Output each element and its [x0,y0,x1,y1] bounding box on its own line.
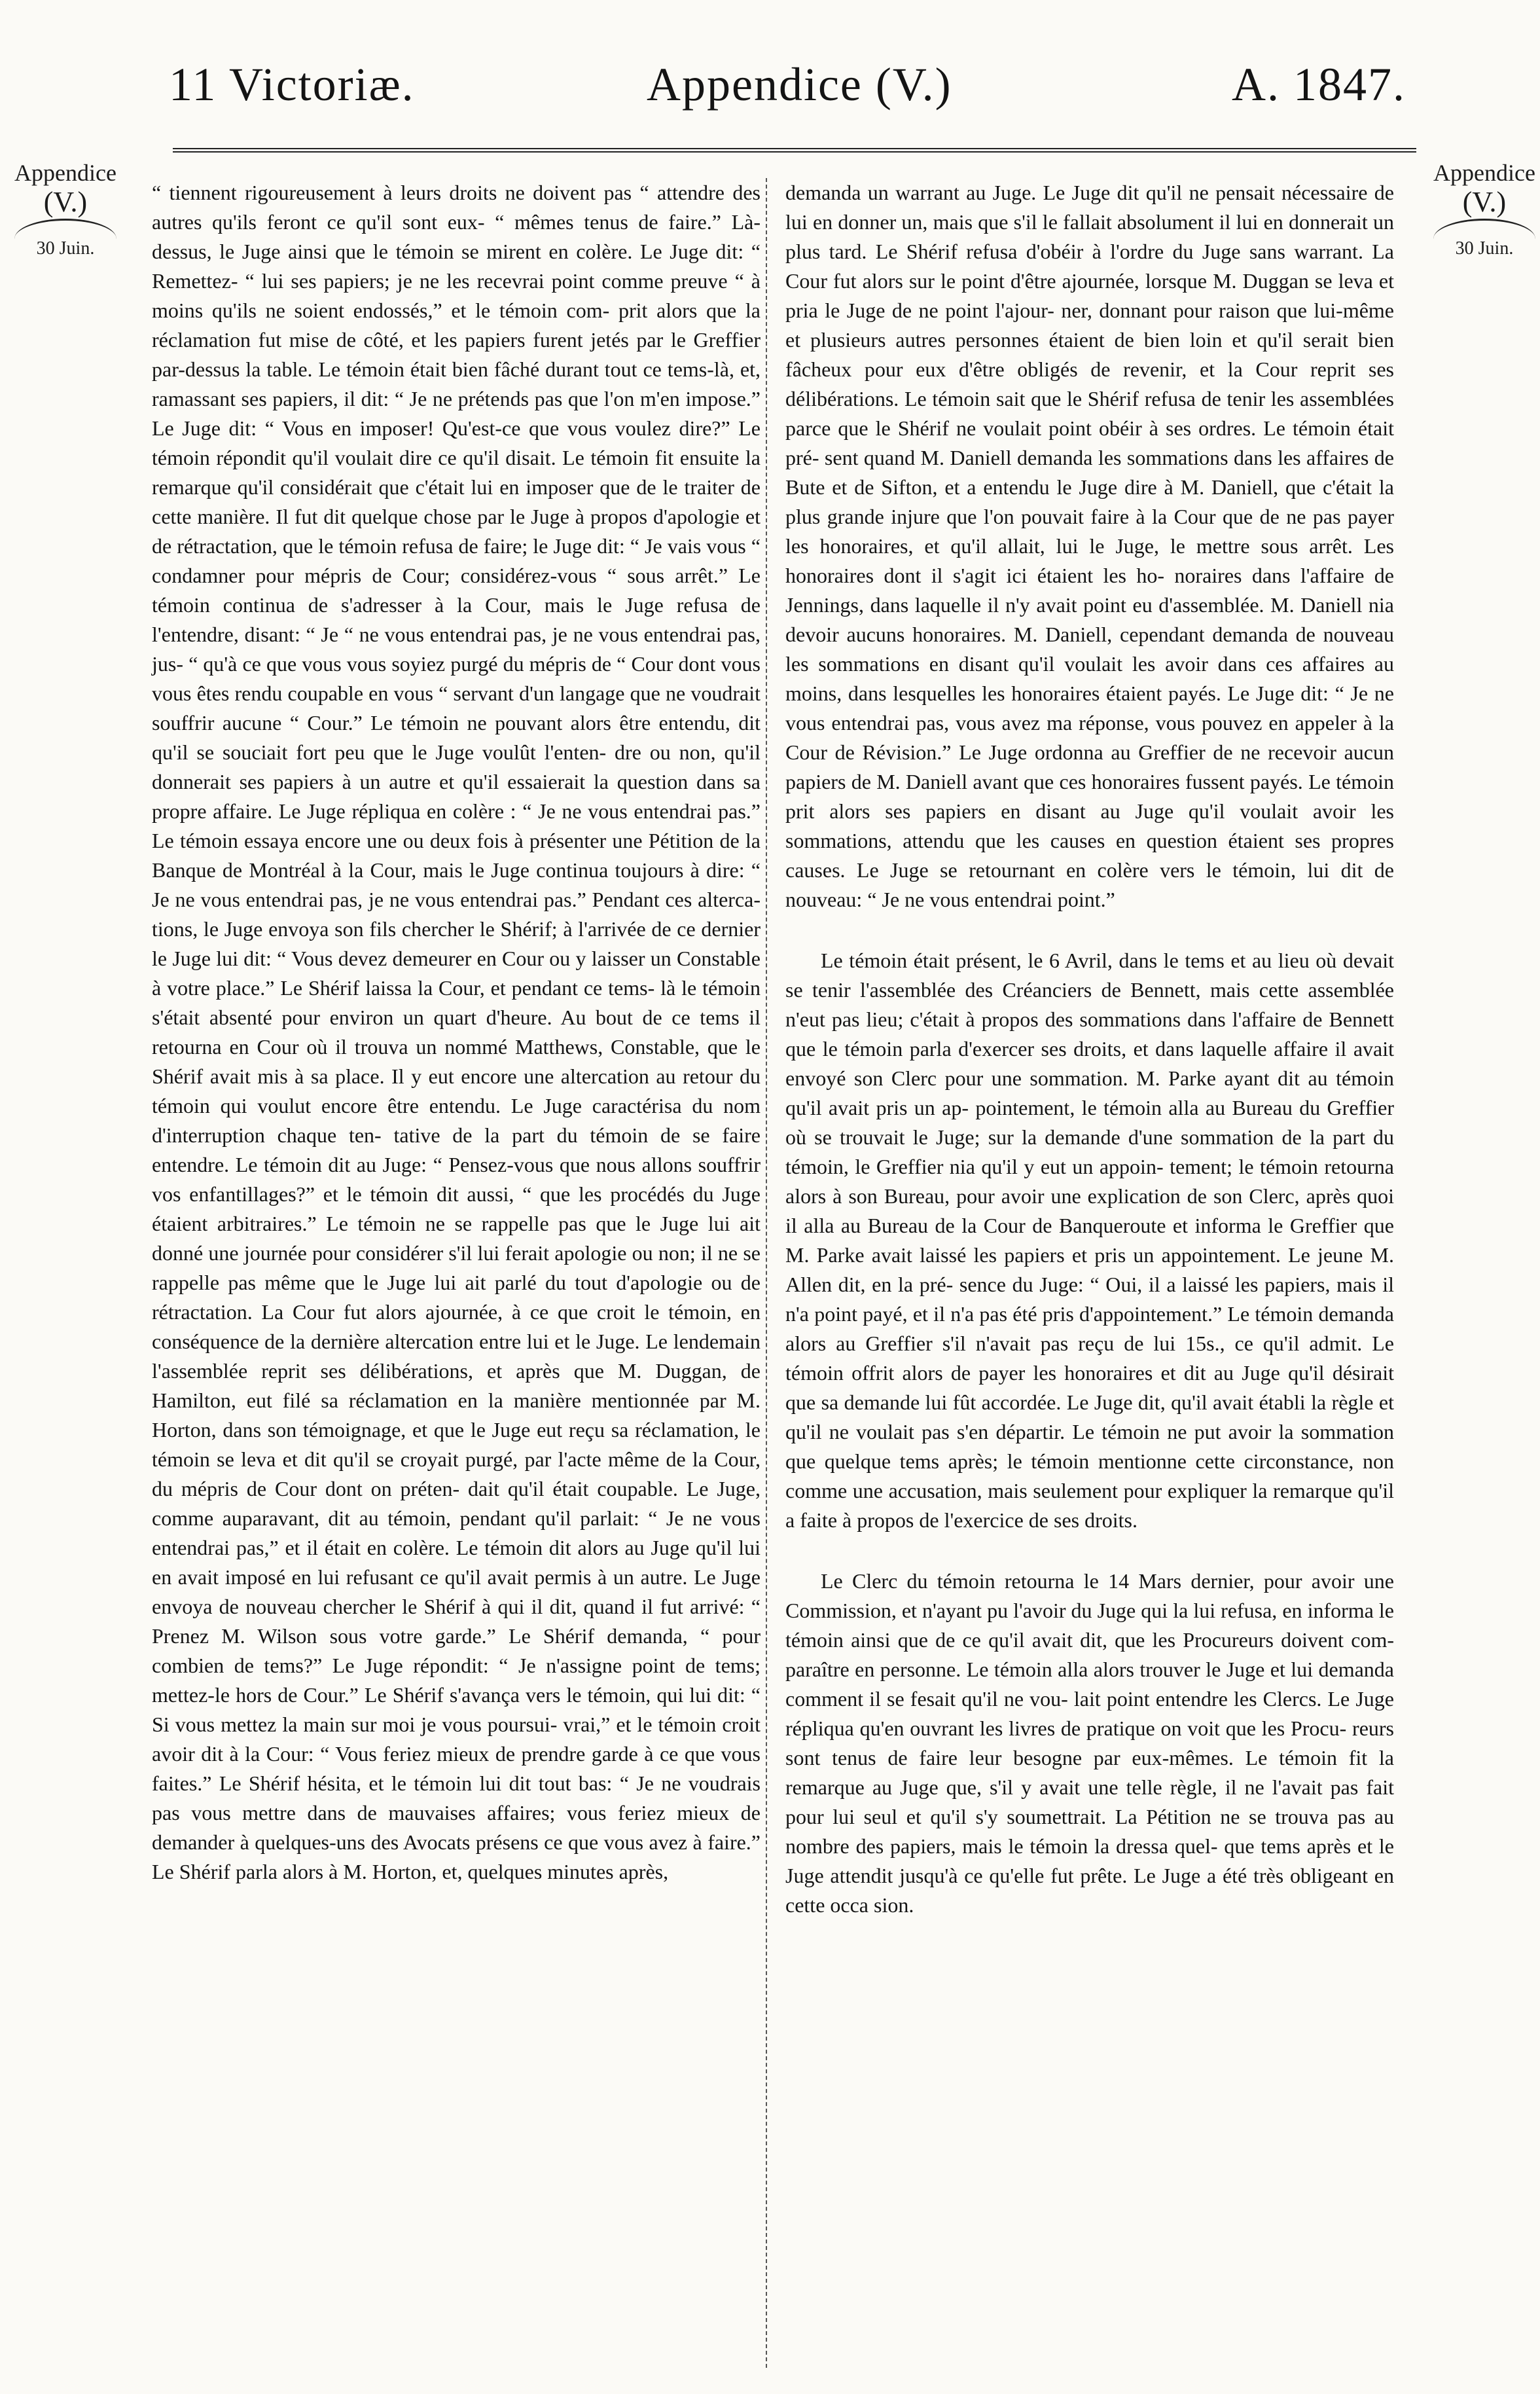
margin-label: Appendice [14,160,116,186]
margin-number: (V.) [1462,186,1507,218]
header-rule [173,148,1416,153]
text-column-right [785,178,1394,2378]
margin-note-left [7,160,124,259]
paragraph: “ tiennent rigoureusement à leurs droits ne doivent pas “ attendre des autres qu'ils feront ce qu'il sont eux- “ mêmes tenus de faire.” Là-dessus, le Juge ainsi que le témoin se mirent en colère. Le Juge dit: “ Remettez- “ lui ses papiers; je ne les recevrai point comme preuve “ à moins qu'ils ne soient endossés,” et le témoin com- prit alors que la réclamation fut mise de côté, et les papiers furent jetés par le Greffier par-dessus la table. Le témoin était bien fâché durant tout ce tems-là, et, ramassant ses papiers, il dit: “ Je ne prétends pas que l'on m'en impose.” Le Juge dit: “ Vous en imposer! Qu'est-ce que vous voulez dire?” Le témoin répondit qu'il voulait dire ce qu'il disait. Le témoin fit ensuite la remarque qu'il considérait que c'était lui en imposer que de le traiter de cette manière. Il fut dit quelque chose par le Juge à propos d'apologie et de rétractation, que le témoin refusa de faire; le Juge dit: “ Je vais vous “ condamner pour mépris de Cour; considérez-vous “ sous arrêt.” Le témoin continua de s'adresser à la Cour, mais le Juge refusa de l'entendre, disant: “ Je “ ne vous entendrai pas, je ne vous entendrai pas, jus- “ qu'à ce que vous vous soyiez purgé du mépris de “ Cour dont vous vous êtes rendu coupable en vous “ servant d'un langage que ne voudrait souffrir aucune “ Cour.” Le témoin ne pouvant alors être entendu, dit qu'il se souciait fort peu que le Juge voulût l'enten- dre ou non, qu'il donnerait ses papiers à un autre et qu'il essaierait la question dans sa propre affaire. Le Juge répliqua en colère : “ Je ne vous entendrai pas.” Le témoin essaya encore une ou deux fois à présenter une Pétition de la Banque de Montréal à la Cour, mais le Juge continua toujours à dire: “ Je ne vous entendrai pas, je ne vous entendrai pas.” Pendant ces alterca- tions, le Juge envoya son fils chercher le Shérif; à l'arrivée de ce dernier le Juge lui dit: “ Vous devez demeurer en Cour ou y laisser un Constable à votre place.” Le Shérif laissa la Cour, et pendant ce tems- là le témoin s'était absenté pour environ un quart d'heure. Au bout de ce tems il retourna en Cour où il trouva un nommé Matthews, Constable, que le Shérif avait mis à sa place. Il y eut encore une altercation au retour du témoin qui voulut encore être entendu. Le Juge caractérisa du nom d'interruption chaque ten- tative de la part du témoin de se faire entendre. Le témoin dit au Juge: “ Pensez-vous que nous allons souffrir vos enfantillages?” et le témoin dit aussi, “ que les procédés du Juge étaient arbitraires.” Le témoin ne se rappelle pas que le Juge lui ait donné une journée pour considérer s'il lui ferait apologie ou non; il ne se rappelle pas même que le Juge lui ait parlé du tout d'apologie ou de rétractation. La Cour fut alors ajournée, à ce que croit le témoin, en conséquence de la dernière altercation entre lui et le Juge. Le lendemain l'assemblée reprit ses délibérations, et après que M. Duggan, de Hamilton, eut filé sa réclamation en la manière mentionnée par M. Horton, dans son témoignage, et que le Juge eut reçu sa réclamation, le témoin se leva et dit qu'il se croyait purgé, par l'acte même de la Cour, du mépris de Cour dont on préten- dait qu'il était coupable. Le Juge, comme auparavant, dit au témoin, pendant qu'il parlait: “ Je ne vous entendrai pas,” et il était en colère. Le témoin dit alors au Juge qu'il lui en avait imposé en lui refusant ce qu'il avait permis à un autre. Le Juge envoya de nouveau chercher le Shérif à qui il dit, quand il fut arrivé: “ Prenez M. Wilson sous votre garde.” Le Shérif demanda, “ pour combien de tems?” Le Juge répondit: “ Je n'assigne point de tems; mettez-le hors de Cour.” Le Shérif s'avança vers le témoin, qui lui dit: “ Si vous mettez la main sur moi je vous poursui- vrai,” et le témoin croit avoir dit à la Cour: “ Vous feriez mieux de prendre garde à ce que vous faites.” Le Shérif hésita, et le témoin lui dit tout bas: “ Je ne voudrais pas vous mettre dans de mauvaises affaires; vous feriez mieux de demander à quelques-uns des Avocats présens ce que vous avez à faire.” Le Shérif parla alors à M. Horton, et, quelques minutes après, [152,181,761,1883]
text-column-left [152,178,761,2378]
margin-date: 30 Juin. [36,238,95,259]
margin-note-right [1425,160,1540,259]
page-header [169,58,1406,117]
margin-date: 30 Juin. [1455,238,1514,259]
margin-brace [14,219,116,239]
paragraph: Le Clerc du témoin retourna le 14 Mars dernier, pour avoir une Commission, et n'ayant pu l'avoir du Juge qui la lui refusa, en informa le témoin ainsi que de ce qu'il avait dit, que les Procureurs doivent com- paraître en personne. Le témoin alla alors trouver le Juge et lui demanda comment il se fesait qu'il ne vou- lait point entendre les Clercs. Le Juge répliqua qu'en ouvrant les livres de pratique on voit que les Procu- reurs sont tenus de faire leur besogne par eux-mêmes. Le témoin fit la remarque au Juge que, s'il y avait une telle règle, il ne l'avait pas fait pour lui seul et qu'il s'y soumettrait. La Pétition ne se trouva pas au nombre des papiers, mais le témoin la dressa quel- que tems après et le Juge attendit jusqu'à ce qu'elle fut prête. Le Juge a été très obligeant en cette occa sion. [785,1569,1394,1917]
margin-number: (V.) [43,186,88,218]
margin-brace [1433,219,1535,239]
header-title: Appendice (V.) [647,58,952,111]
paragraph: Le témoin était présent, le 6 Avril, dans le tems et au lieu où devait se tenir l'assemblée des Créanciers de Bennett, mais cette assemblée n'eut pas lieu; c'était à propos des sommations dans l'affaire de Bennett que le témoin parla d'exercer ses droits, et dans laquelle affaire il avait envoyé son Clerc pour une sommation. M. Parke ayant dit au témoin qu'il avait pris un ap- pointement, le témoin alla au Bureau du Greffier où se trouvait le Juge; sur la demande d'une sommation de la part du témoin, le Greffier nia qu'il y eut un appoin- tement; le témoin retourna alors à son Bureau, pour avoir une explication de son Clerc, après quoi il alla au Bureau de la Cour de Banqueroute et informa le Greffier que M. Parke avait laissé les papiers et pris un appointement. Le jeune M. Allen dit, en la pré- sence du Juge: “ Oui, il a laissé les papiers, mais il n'a point payé, et il n'a pas été pris d'appointement.” Le témoin demanda alors au Greffier s'il n'avait pas reçu de lui 15s., ce qu'il admit. Le témoin offrit alors de payer les honoraires et dit au Juge qu'il désirait que sa demande lui fût accordée. Le Juge dit, qu'il avait établi la règle et qu'il ne voulait pas s'en départir. Le témoin ne put avoir la sommation que quelque tems après; le témoin mentionne cette circonstance, non comme une accusation, mais seulement pour expliquer la remarque qu'il a faite à propos de l'exercice de ses droits. [785,949,1394,1532]
header-session: 11 Victoriæ. [169,58,415,111]
margin-label: Appendice [1433,160,1535,186]
paragraph: demanda un warrant au Juge. Le Juge dit qu'il ne pensait nécessaire de lui en donner un, mais que s'il le fallait absolument il lui en donnerait un plus tard. Le Shérif refusa d'obéir à l'ordre du Juge sans warrant. La Cour fut alors sur le point d'être ajournée, lorsque M. Duggan se leva et pria le Juge de ne point l'ajour- ner, donnant pour raison que lui-même et plusieurs autres personnes étaient de bien loin et qu'il serait bien fâcheux pour eux d'être obligés de revenir, et la Cour reprit ses délibérations. Le témoin sait que le Shérif refusa de tenir les assemblées parce que le Shérif ne voulait point obéir à ses ordres. Le témoin était pré- sent quand M. Daniell demanda les sommations dans les affaires de Bute et de Sifton, et a entendu le Juge dire à M. Daniell, que c'était la plus grande injure que l'on pouvait faire à la Cour que de ne pas payer les honoraires, et qu'il allait, lui le Juge, le mettre sous arrêt. Les honoraires dont il s'agit ici étaient les ho- noraires dans l'affaire de Jennings, dans laquelle il n'y avait point eu d'assemblée. M. Daniell nia devoir aucuns honoraires. M. Daniell, cependant demanda de nouveau les sommations en disant qu'il voulait les avoir dans ces affaires au moins, dans lesquelles les honoraires étaient payés. Le Juge dit: “ Je ne vous entendrai pas, vous avez ma réponse, vous pouvez en appeler à la Cour de Révision.” Le Juge ordonna au Greffier de ne recevoir aucun papiers de M. Daniell avant que ces honoraires fussent payés. Le témoin prit alors ses papiers en disant au Juge qu'il voulait avoir les sommations, attendu que les causes en question étaient ses propres causes. Le Juge se retournant en colère vers le témoin, lui dit de nouveau: “ Je ne vous entendrai point.” [785,181,1394,911]
column-divider [766,178,767,2368]
header-year: A. 1847. [1232,58,1406,111]
